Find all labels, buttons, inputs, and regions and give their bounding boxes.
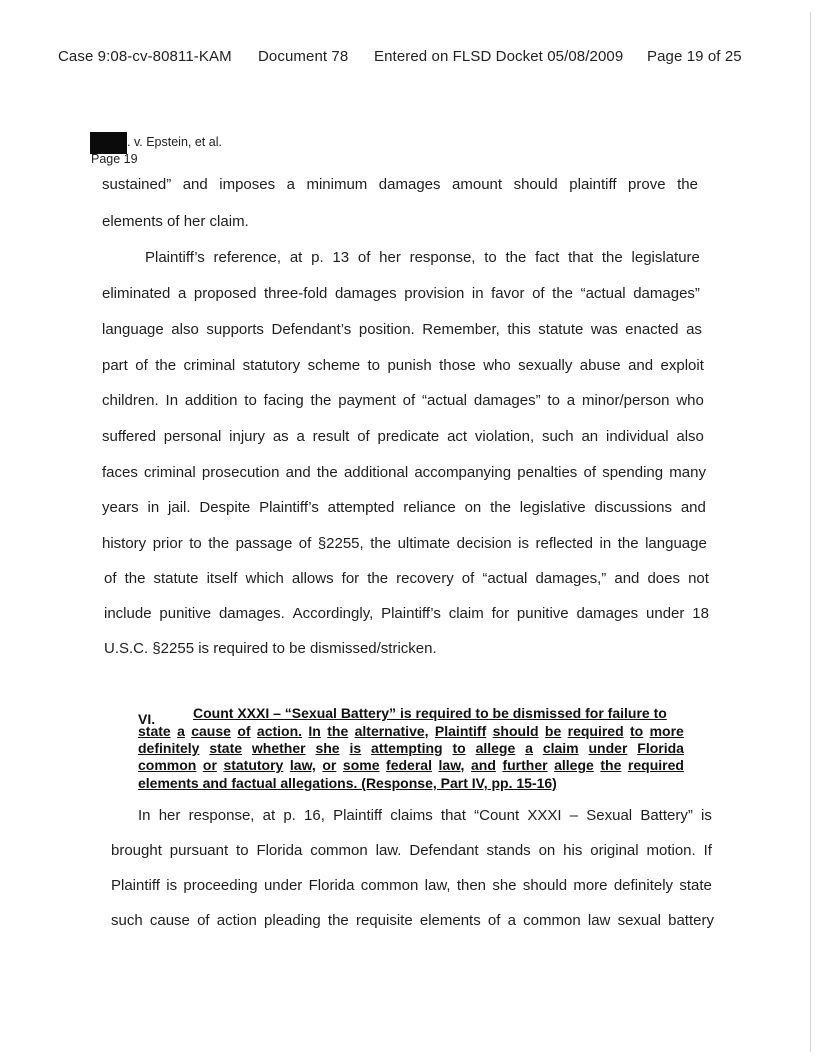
word: jail. bbox=[168, 499, 191, 516]
word: criminal bbox=[144, 464, 196, 481]
word: Accordingly, bbox=[292, 605, 374, 622]
word: include bbox=[104, 605, 152, 622]
word: prosecution bbox=[201, 464, 280, 481]
word: punitive bbox=[516, 605, 569, 622]
word: state bbox=[679, 877, 712, 894]
word: in bbox=[147, 499, 160, 516]
header-document-number: Document 78 bbox=[258, 48, 349, 65]
word: p. bbox=[311, 249, 324, 266]
word: reflected bbox=[535, 535, 594, 552]
section-heading-line-3 bbox=[138, 740, 684, 756]
section-heading-line-2 bbox=[138, 723, 684, 739]
word: should bbox=[492, 723, 539, 739]
word: reference, bbox=[213, 249, 282, 266]
word: the bbox=[601, 249, 623, 266]
word: abuse bbox=[579, 357, 621, 374]
word: and bbox=[628, 357, 654, 374]
word: violation, bbox=[474, 428, 535, 445]
word: payment bbox=[338, 392, 396, 409]
word: then bbox=[456, 877, 487, 894]
word: punish bbox=[387, 357, 432, 374]
word: law, bbox=[289, 757, 316, 773]
paragraph2-line-2 bbox=[102, 285, 700, 302]
word: imposes bbox=[219, 176, 276, 193]
word: allege bbox=[475, 740, 516, 756]
word: favor bbox=[491, 285, 525, 302]
word: the bbox=[155, 357, 177, 374]
word: – bbox=[569, 807, 579, 824]
word: of bbox=[583, 464, 597, 481]
word: cause bbox=[191, 723, 231, 739]
word: the bbox=[327, 912, 349, 929]
word: result bbox=[312, 428, 350, 445]
word: of bbox=[298, 535, 312, 552]
word: Despite bbox=[199, 499, 251, 516]
word: the bbox=[677, 176, 698, 193]
word: more bbox=[649, 723, 684, 739]
word: sexual bbox=[617, 912, 661, 929]
word: as bbox=[686, 321, 702, 338]
word: the bbox=[600, 757, 622, 773]
word: individual bbox=[605, 428, 669, 445]
paragraph2-line-3 bbox=[102, 321, 702, 338]
word: to bbox=[236, 842, 249, 859]
word: minimum bbox=[306, 176, 368, 193]
word: on bbox=[464, 499, 482, 516]
word: three-fold bbox=[264, 285, 328, 302]
word: allege bbox=[554, 757, 594, 773]
word: was bbox=[590, 321, 618, 338]
word: alternative, bbox=[354, 723, 429, 739]
word: federal bbox=[386, 757, 432, 773]
word: plaintiff bbox=[569, 176, 617, 193]
word: this bbox=[507, 321, 531, 338]
redaction-block bbox=[90, 132, 127, 154]
word: damages bbox=[378, 176, 441, 193]
paragraph2-line-6 bbox=[102, 428, 704, 445]
word: more bbox=[573, 877, 608, 894]
word: children. bbox=[102, 392, 159, 409]
word: the bbox=[327, 723, 349, 739]
word: punitive bbox=[159, 605, 212, 622]
paragraph2-line-8 bbox=[102, 499, 706, 516]
word: Plaintiff’s bbox=[381, 605, 441, 622]
word: law, bbox=[424, 877, 451, 894]
section-number: VI. bbox=[138, 711, 156, 727]
word: damages bbox=[334, 285, 397, 302]
word: and bbox=[614, 570, 640, 587]
word: §2255, bbox=[317, 535, 364, 552]
word: state bbox=[209, 740, 243, 756]
word: injury bbox=[229, 428, 265, 445]
word: the bbox=[310, 392, 332, 409]
word: sexually bbox=[518, 357, 573, 374]
word: allows bbox=[291, 570, 334, 587]
word: those bbox=[439, 357, 476, 374]
caption-case-name: . v. Epstein, et al. bbox=[127, 135, 222, 149]
paragraph3-line-4 bbox=[111, 912, 714, 929]
word: motion. bbox=[646, 842, 696, 859]
word: in bbox=[599, 535, 612, 552]
word: a bbox=[525, 740, 533, 756]
word: 18 bbox=[692, 605, 709, 622]
word: XXXI bbox=[527, 807, 562, 824]
paragraph3-line-1 bbox=[138, 807, 712, 824]
paragraph1-line-2: elements of her claim. bbox=[102, 213, 249, 230]
word: “Count bbox=[474, 807, 520, 824]
word: predicate bbox=[377, 428, 440, 445]
word: In bbox=[138, 807, 151, 824]
word: decision bbox=[456, 535, 512, 552]
word: she bbox=[315, 740, 340, 756]
word: statute bbox=[153, 570, 199, 587]
word: of bbox=[357, 428, 370, 445]
word: that bbox=[440, 807, 466, 824]
word: legislative bbox=[519, 499, 586, 516]
word: and bbox=[471, 757, 496, 773]
word: law bbox=[587, 912, 611, 929]
word: attempted bbox=[327, 499, 395, 516]
word: definitely bbox=[138, 740, 200, 756]
word: her bbox=[379, 249, 401, 266]
word: that bbox=[568, 249, 594, 266]
word: In bbox=[165, 392, 179, 409]
word: Battery” bbox=[640, 807, 693, 824]
header-case-number: Case 9:08-cv-80811-KAM bbox=[58, 48, 232, 65]
word: enacted bbox=[625, 321, 679, 338]
paragraph1-line-1 bbox=[102, 176, 698, 193]
word: reliance bbox=[403, 499, 456, 516]
word: does bbox=[647, 570, 680, 587]
word: Defendant’s bbox=[271, 321, 352, 338]
word: part bbox=[102, 357, 128, 374]
word: brought bbox=[111, 842, 162, 859]
word: sustained” bbox=[102, 176, 172, 193]
word: to bbox=[630, 723, 644, 739]
word: the bbox=[505, 249, 527, 266]
word: 16, bbox=[304, 807, 325, 824]
word: such bbox=[541, 428, 574, 445]
word: at bbox=[262, 807, 276, 824]
word: also bbox=[171, 321, 199, 338]
word: the bbox=[370, 535, 392, 552]
word: the bbox=[552, 285, 574, 302]
paragraph2-line-9 bbox=[102, 535, 707, 552]
word: a bbox=[177, 285, 187, 302]
word: accompanying bbox=[414, 464, 512, 481]
word: faces bbox=[102, 464, 138, 481]
word: is bbox=[701, 807, 712, 824]
word: Plaintiff’s bbox=[145, 249, 205, 266]
word: his bbox=[563, 842, 583, 859]
word: for bbox=[341, 570, 360, 587]
word: passage bbox=[235, 535, 293, 552]
word: Plaintiff bbox=[333, 807, 383, 824]
word: history bbox=[102, 535, 147, 552]
paragraph2-line-5 bbox=[102, 392, 704, 409]
word: Plaintiff bbox=[111, 877, 160, 894]
word: response, bbox=[409, 249, 476, 266]
word: ultimate bbox=[397, 535, 451, 552]
word: language bbox=[645, 535, 707, 552]
word: suffered bbox=[102, 428, 156, 445]
word: who bbox=[676, 392, 704, 409]
word: which bbox=[245, 570, 284, 587]
word: of bbox=[402, 392, 416, 409]
word: not bbox=[688, 570, 709, 587]
paragraph2-line-10 bbox=[104, 570, 709, 587]
word: proceeding bbox=[183, 877, 258, 894]
word: common bbox=[138, 757, 197, 773]
word: a bbox=[177, 723, 185, 739]
word: Defendant bbox=[409, 842, 479, 859]
paragraph2-line-7 bbox=[102, 464, 706, 481]
word: additional bbox=[343, 464, 409, 481]
word: is bbox=[166, 877, 178, 894]
word: Remember, bbox=[422, 321, 500, 338]
word: legislature bbox=[631, 249, 700, 266]
word: “actual bbox=[482, 570, 528, 587]
word: claim bbox=[542, 740, 579, 756]
word: response, bbox=[188, 807, 255, 824]
word: also bbox=[676, 428, 704, 445]
word: a bbox=[286, 176, 295, 193]
word: an bbox=[581, 428, 599, 445]
word: exploit bbox=[660, 357, 704, 374]
word: Florida bbox=[256, 842, 303, 859]
word: under bbox=[588, 740, 628, 756]
word: battery bbox=[668, 912, 714, 929]
section-heading-line-5: elements and factual allegations. (Response, Part IV, pp. 15-16) bbox=[138, 775, 557, 791]
page-edge-line bbox=[810, 12, 811, 1052]
word: years bbox=[102, 499, 139, 516]
word: the bbox=[367, 570, 389, 587]
word: under bbox=[263, 877, 303, 894]
word: pleading bbox=[264, 912, 321, 929]
word: state bbox=[138, 723, 171, 739]
word: damages. bbox=[218, 605, 285, 622]
word: fact bbox=[535, 249, 560, 266]
paragraph2-line-4 bbox=[102, 357, 704, 374]
word: Plaintiff bbox=[434, 723, 487, 739]
word: of bbox=[135, 357, 148, 374]
word: prior bbox=[152, 535, 183, 552]
header-page-number: Page 19 of 25 bbox=[647, 48, 742, 65]
word: a bbox=[296, 428, 305, 445]
word: to bbox=[367, 357, 381, 374]
word: she bbox=[492, 877, 517, 894]
word: personal bbox=[163, 428, 222, 445]
word: to bbox=[452, 740, 466, 756]
word: criminal bbox=[183, 357, 236, 374]
word: should bbox=[522, 877, 568, 894]
word: as bbox=[272, 428, 289, 445]
word: who bbox=[483, 357, 511, 374]
word: common bbox=[360, 877, 419, 894]
word: prove bbox=[628, 176, 666, 193]
word: elements bbox=[419, 912, 481, 929]
word: required bbox=[627, 757, 684, 773]
word: be bbox=[544, 723, 562, 739]
word: eliminated bbox=[102, 285, 171, 302]
word: discussions bbox=[594, 499, 673, 516]
word: penalties bbox=[517, 464, 578, 481]
word: some bbox=[342, 757, 380, 773]
word: the bbox=[316, 464, 338, 481]
word: of bbox=[461, 570, 475, 587]
word: under bbox=[646, 605, 685, 622]
word: damages bbox=[576, 605, 639, 622]
word: statutory bbox=[223, 757, 284, 773]
word: scheme bbox=[307, 357, 361, 374]
paragraph3-line-2 bbox=[111, 842, 712, 859]
word: to bbox=[244, 392, 257, 409]
word: of bbox=[487, 912, 501, 929]
word: to bbox=[484, 249, 497, 266]
word: “actual bbox=[580, 285, 626, 302]
word: facing bbox=[263, 392, 304, 409]
word: or bbox=[322, 757, 337, 773]
paragraph3-line-3 bbox=[111, 877, 712, 894]
word: of bbox=[357, 249, 371, 266]
word: many bbox=[669, 464, 706, 481]
paragraph2-line-1 bbox=[145, 249, 700, 266]
word: the bbox=[208, 535, 230, 552]
word: and bbox=[182, 176, 208, 193]
word: claims bbox=[390, 807, 433, 824]
word: such bbox=[111, 912, 143, 929]
word: her bbox=[158, 807, 181, 824]
word: “actual bbox=[421, 392, 468, 409]
word: action. bbox=[256, 723, 303, 739]
word: Sexual bbox=[586, 807, 633, 824]
paragraph2-line-11 bbox=[104, 605, 709, 622]
word: provision bbox=[404, 285, 465, 302]
word: cause bbox=[149, 912, 190, 929]
word: of bbox=[237, 723, 251, 739]
word: should bbox=[513, 176, 558, 193]
word: and bbox=[285, 464, 311, 481]
word: the bbox=[617, 535, 639, 552]
word: and bbox=[680, 499, 706, 516]
word: the bbox=[124, 570, 146, 587]
word: at bbox=[289, 249, 303, 266]
word: whether bbox=[251, 740, 306, 756]
word: spending bbox=[602, 464, 664, 481]
word: or bbox=[202, 757, 217, 773]
word: on bbox=[538, 842, 556, 859]
word: pursuant bbox=[169, 842, 229, 859]
word: law, bbox=[438, 757, 465, 773]
word: damages” bbox=[473, 392, 541, 409]
word: for bbox=[491, 605, 510, 622]
word: Plaintiff’s bbox=[259, 499, 319, 516]
word: required bbox=[567, 723, 624, 739]
word: stands bbox=[486, 842, 531, 859]
word: a bbox=[507, 912, 516, 929]
word: common bbox=[523, 912, 581, 929]
word: damages” bbox=[633, 285, 700, 302]
section-heading-line-1: Count XXXI – “Sexual Battery” is required to be dismissed for failure to bbox=[193, 705, 667, 721]
word: in bbox=[471, 285, 484, 302]
word: Florida bbox=[308, 877, 355, 894]
word: supports bbox=[206, 321, 264, 338]
word: further bbox=[502, 757, 548, 773]
header-docket-entry: Entered on FLSD Docket 05/08/2009 bbox=[374, 48, 624, 65]
word: Florida bbox=[637, 740, 684, 756]
word: a bbox=[566, 392, 576, 409]
word: common bbox=[310, 842, 368, 859]
word: attempting bbox=[371, 740, 443, 756]
section-heading-line-4 bbox=[138, 757, 684, 773]
word: definitely bbox=[613, 877, 674, 894]
word: requisite bbox=[355, 912, 413, 929]
word: law. bbox=[375, 842, 402, 859]
word: statutory bbox=[242, 357, 301, 374]
word: amount bbox=[452, 176, 503, 193]
word: In bbox=[308, 723, 321, 739]
word: of bbox=[532, 285, 545, 302]
word: to bbox=[547, 392, 560, 409]
word: proposed bbox=[193, 285, 257, 302]
word: language bbox=[102, 321, 164, 338]
word: statute bbox=[538, 321, 584, 338]
word: 13 bbox=[332, 249, 350, 266]
word: of bbox=[104, 570, 117, 587]
word: If bbox=[703, 842, 712, 859]
word: action bbox=[216, 912, 257, 929]
word: is bbox=[349, 740, 362, 756]
word: addition bbox=[184, 392, 238, 409]
word: act bbox=[447, 428, 468, 445]
word: of bbox=[197, 912, 210, 929]
word: to bbox=[189, 535, 202, 552]
word: position. bbox=[358, 321, 415, 338]
word: claim bbox=[448, 605, 484, 622]
word: p. bbox=[283, 807, 296, 824]
word: recovery bbox=[396, 570, 454, 587]
paragraph2-line-12: U.S.C. §2255 is required to be dismissed/stricken. bbox=[104, 640, 437, 657]
word: damages,” bbox=[535, 570, 607, 587]
word: itself bbox=[206, 570, 238, 587]
word: the bbox=[490, 499, 511, 516]
word: minor/person bbox=[581, 392, 670, 409]
caption-page: Page 19 bbox=[91, 152, 138, 166]
word: original bbox=[590, 842, 639, 859]
word: is bbox=[518, 535, 529, 552]
